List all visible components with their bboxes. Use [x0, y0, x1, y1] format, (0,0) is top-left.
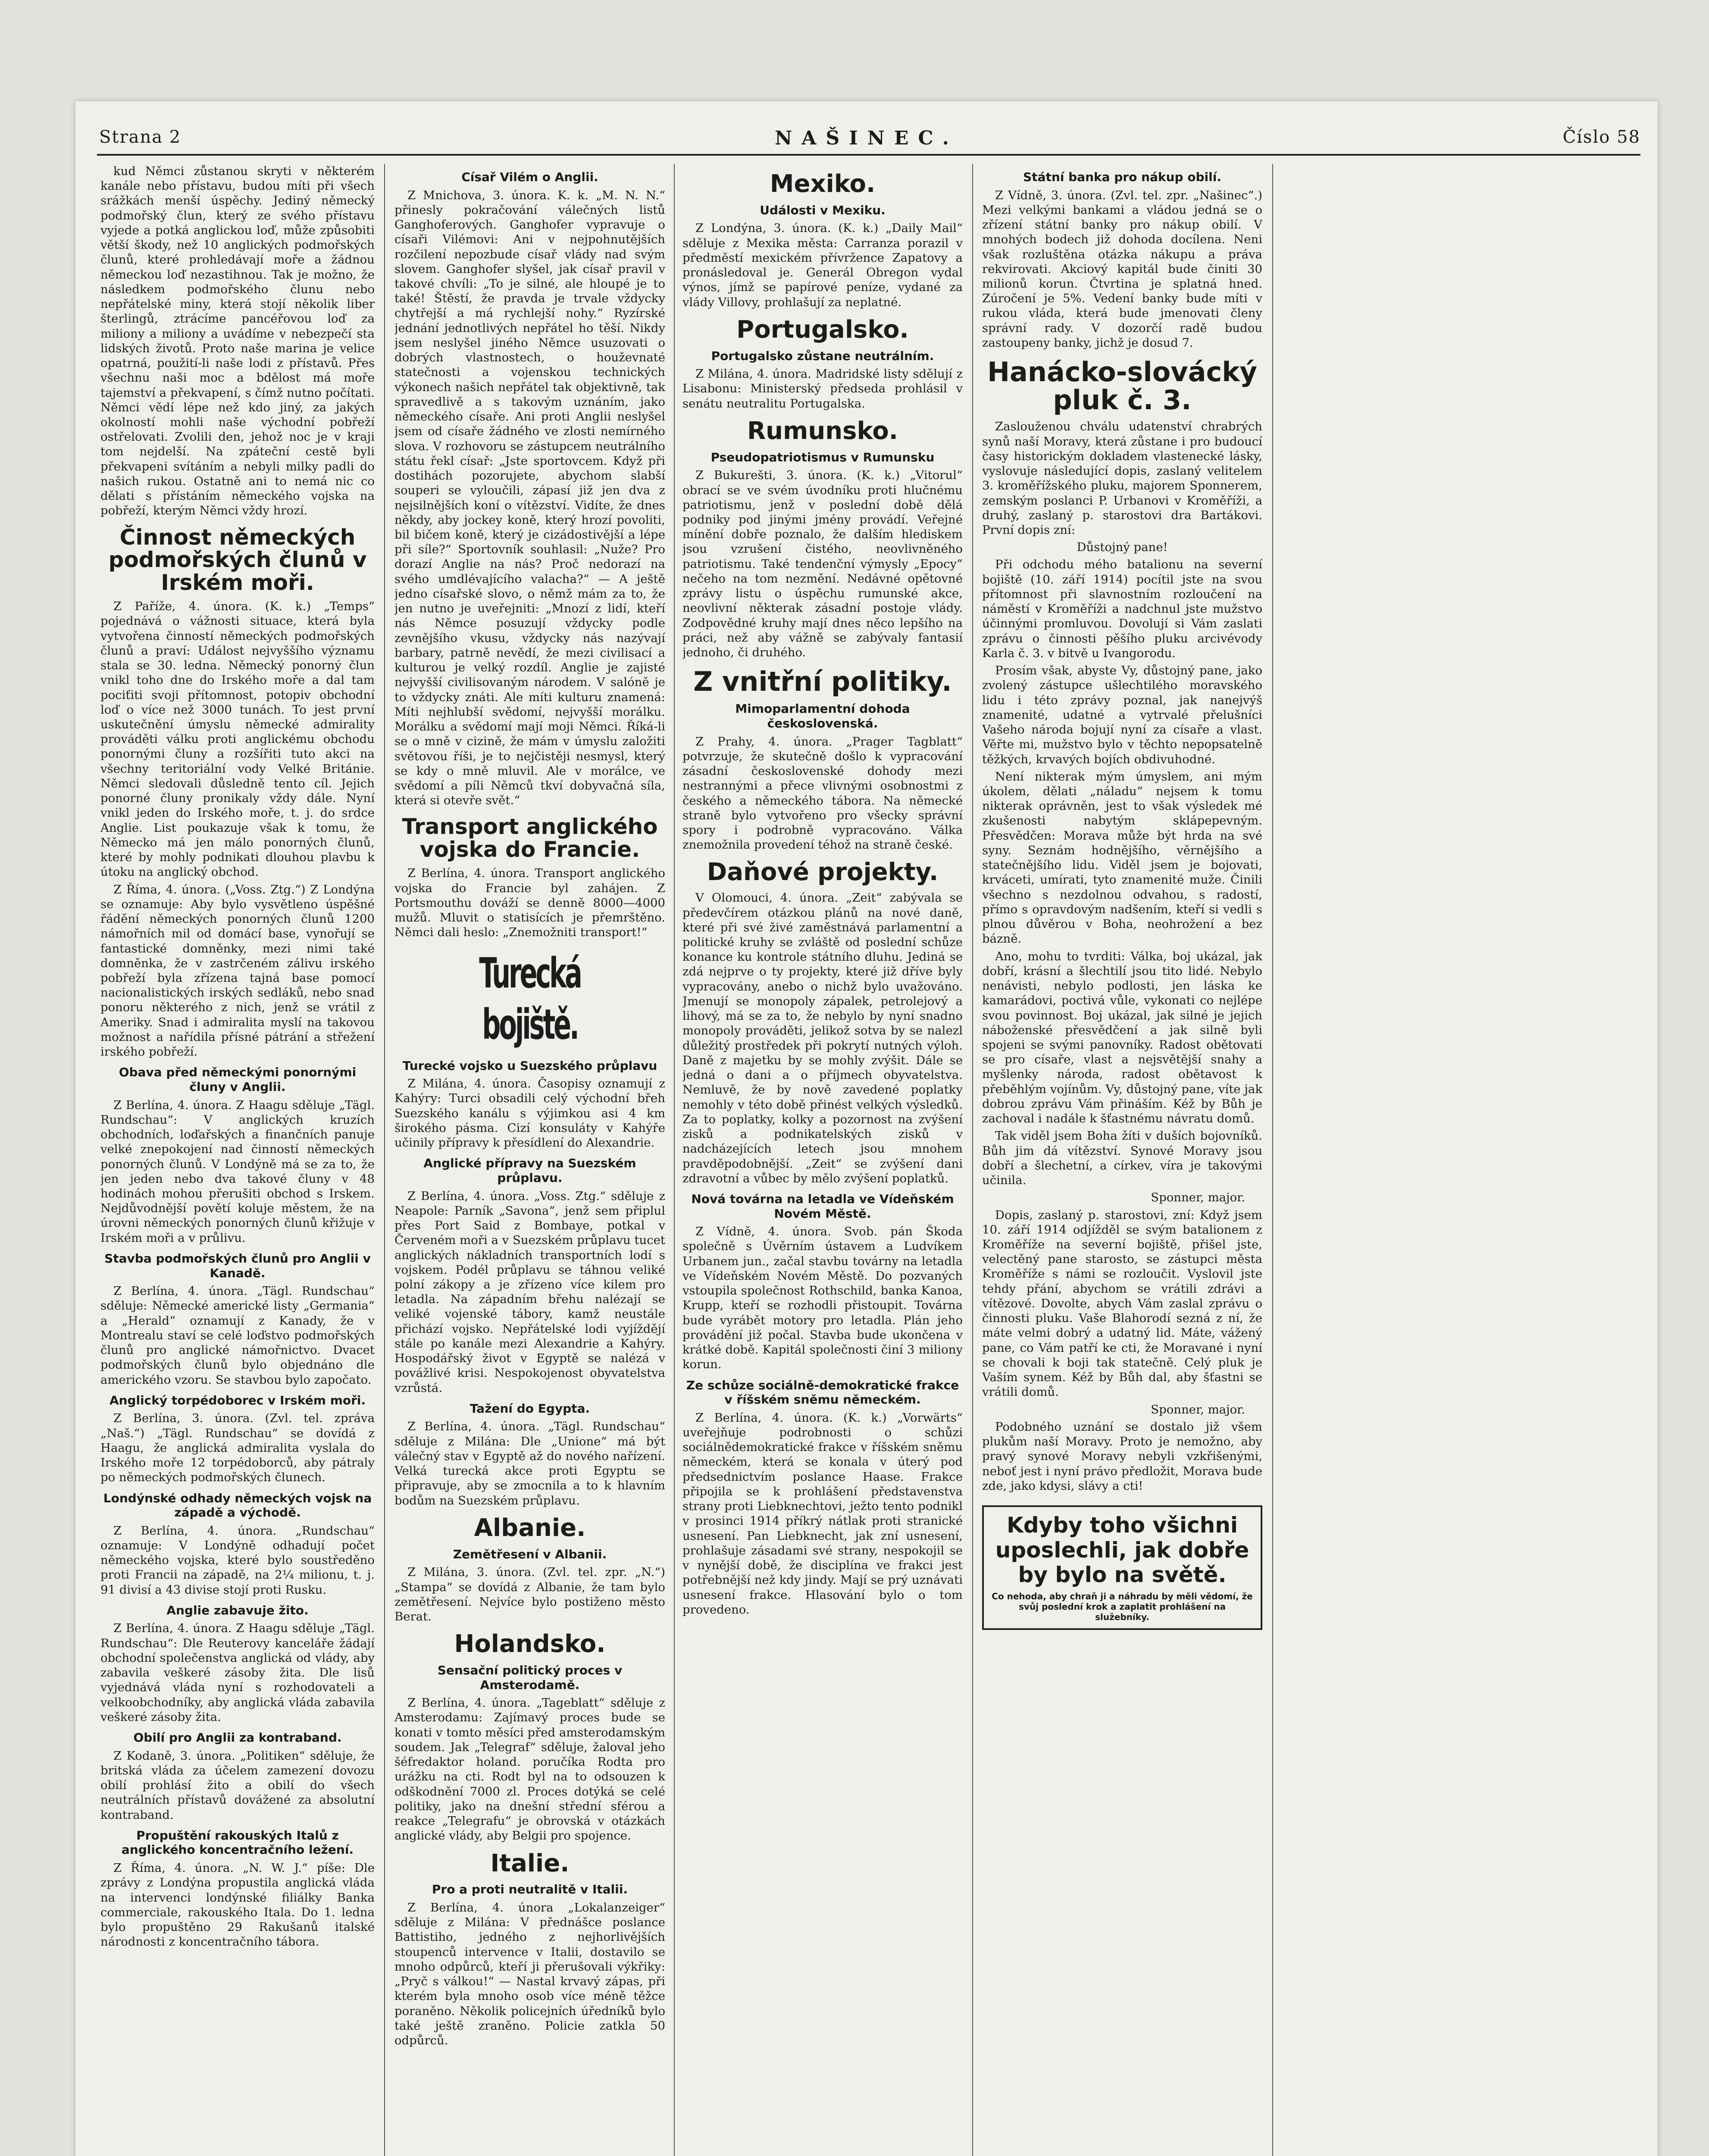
- article-text: Prosím však, abyste Vy, důstojný pane, jako zvolený zástupce ušlechtilého moravského lidu i této zprávy poznal, jak nanejvýš znamenité, udatné a vytrvalé přelušníci Vašeho národa bojují nyní za císaře a vlast. Věřte mi, mužstvo bylo v těchto nepopsatelně těžkých, krvavých bojích obdivuhodné.: [982, 664, 1262, 766]
- article-text: Z Berlína, 4. února. „Voss. Ztg.“ sděluje z Neapole: Parník „Savona“, jenž sem připlul přes Port Said z Bombaye, potkal v Červeném moři a v Suezském průplavu tucet anglických nákladních transportních lodí s vojskem. Podél průplavu se táhnou veliké polní zákopy a je zřízeno více kilem pro letadla. Na západním břehu nalézají se veliké vojenské tábory, kamž neustále přichází vojsko. Nepřátelské lodi vyjíždějí stále po kanále mezi Alexandrie a Kahýry. Hospodářský život v Egyptě se nalézá v povážlivé krisi. Nespokojenost obyvatelstva vzrůstá.: [394, 1189, 665, 1395]
- article-text: Z Mnichova, 3. února. K. k. „M. N. N.“ přinesly pokračování válečných listů Ganghoferových. Ganghofer vypravuje o císaři Vilémovi: Ani v nejpohnutějších rozčilení nepozbude císař vlády nad svým slovem. Ganghofer slyšel, jak císař pravil v takové chvíli: „To je silné, ale hloupé je to také! Štěstí, že pravda je trvale vždycky chytřejší a má rychlejší nohy.“ Ryzírské jednání jednotlivých nepřátel ho těší. Nikdy jsem neslyšel jiného Němce usuzovati o dobrých vlastnostech, o houževnaté statečnosti a vojenskou technických výkonech našich nepřátel tak objektivně, tak spravedlivě a s takovým uznáním, jako německého císaře. Ani proti Anglii neslyšel jsem od císaře žádného ve zlosti nemírného slova. V rozhovoru se zástupcem neutrálního státu řekl císař: „Jste sportovcem. Když při dostihách pozorujete, abychom slabší souperi se vyloučili, zápasí již jen dva z nejsilnějších koní o vítězství. Vidíte, že dnes někdy, aby jockey koně, který hrozí povoliti, bil bičem koně, který je cizádostivější a lépe při síle?“ Sportovník souhlasil: „Nuže? Pro dorazí Anglie na nás? Proč nedorazí na svého umdlévajícího valacha?“ — A ještě jedno císařské slovo, o němž mám za to, že jen nutno je uveřejniti: „Mnozí z lidí, kteří nás Němce posuzují vždycky podle zevnějšího vkusu, vždycky nás nazývají barbary, patrně nevědí, že mezi civilisací a kulturou je velký rozdíl. Anglie je zajisté nejvyšší civilisovaným národem. V salóně je to vždycky znáti. Ale míti kulturu znamená: Míti nejhlubší svědomí, nejvyšší morálku. Morálku a svědomí mají moji Němci. Říká-li se o mně v cizině, že mám v úmyslu založiti světovou říši, je to nejčistěji nesmysl, který se kdy o mně mluvil. Ale v morálce, ve svědomí a píli Němců tkví dobyvačná síla, která si otevře svět.“: [394, 188, 665, 808]
- subheading-cisar: Císař Vilém o Anglii.: [461, 170, 598, 184]
- subheading-anglicky: Anglický torpédoborec v Irském moři.: [109, 1393, 366, 1407]
- issue-label: Číslo 58: [1562, 127, 1640, 147]
- subheading-turecke: Turecké vojsko u Suezského průplavu: [402, 1058, 657, 1073]
- headline-pluk: Hanácko-slovácký pluk č. 3.: [987, 356, 1257, 416]
- article-text: Z Berlína, 4. února. (K. k.) „Vorwärts“ uveřejňuje podrobnosti o schůzi sociálnědemokratické frakce v říšském sněmu německém, která se konala v úterý pod předsednictvím poslance Haase. Frakce připojila se k prohlášení představenstva strany proti Liebknechtovi, ježto tento podnikl v prosinci 1914 příkrý nátlak proti stranické usnesení. Pan Liebknecht, jak zní usnesení, prohlašuje zásadami své strany, nespokojil se v nynější době, že disciplína ve frakci jest potřebnější než kdy jindy. Mají se prý uznávati usnesení frakce. Hlasování bylo o tom provedeno.: [682, 1410, 963, 1617]
- article-text: Z Berlína, 4. února. „Tägl. Rundschau“ sděluje: Německé americké listy „Germania“ a „Herald“ oznamují z Kanady, že v Montrealu staví se celé loďstvo podmořských člunů pro anglické námořnictvo. Dvacet podmořských člunů bylo objednáno dle amerického vzoru. Se stavbou bylo započato.: [100, 1284, 375, 1387]
- subheading-udalosti: Události v Mexiku.: [760, 203, 886, 217]
- headline-rumunsko: Rumunsko.: [747, 417, 898, 445]
- article-text: kud Němci zůstanou skryti v některém kanále nebo přístavu, budou míti při všech srážkách menší úspěchy. Jediný německý podmořský člun, který ze svého přístavu vyjede a potká anglickou loď, může způsobiti větší škody, než 10 anglických podmořských člunů, které prohledávají moře a žádnou německou loď nezastihnou. Tak je možno, že následkem podmořského člunu nebo nepřátelské miny, která stojí několik liber šterlingů, ztrácíme pancéřovou loď za miliony a miliony a uvádíme v nebezpečí sta lidských životů. Proto naše marina je velice opatrná, použití-li naše lodi z přístavů. Přes všechnu naši moc a bdělost má moře tajemství a překvapení, s čímž nutno počítati. Němci vědí lépe než kdo jiný, za jakých okolností mohli naše východní pobřeží ostřelovati. Zvolili den, jehož noc je v kraji tom nejdelší. Na zpáteční cestě byli překvapeni svítáním a nebyli milky padli do našich rukou. Ostatně ani to nemá nic co dělati s přístáním německého vojska na pobřeží, kterým Němci vždy hrozí.: [100, 164, 375, 518]
- page-label: Strana 2: [99, 127, 182, 147]
- article-text: Ano, mohu to tvrditi: Válka, boj ukázal, jak dobří, krásní a šlechtilí jsou tito lidé. Nebylo nenávisti, nebylo podlosti, jen láska ke kamarádovi, poctivá vůle, vykonati co nejlépe svou povinnost. Boj ukázal, jak silné je jejich náboženské přesvědčení a jak silně byli spojeni se svými panovníky. Radost obětovati se pro císaře, vlast a nejsvětější snahy a myšlenky národa, radost obětavost k přeběhlým vojínům. Vy, důstojný pane, víte jak dobrou zprávu Vám přináším. Kéž by Bůh je zachoval i nadále k šťastnému návratu domů.: [982, 949, 1262, 1126]
- article-text: Podobného uznání se dostalo již všem plukům naší Moravy. Proto je nemožno, aby pravý synové Moravy nebyli vzkřišenými, neboť jest i nyní právo předložit, Morava bude zde, jako kdysi, slávy a cti!: [982, 1420, 1262, 1493]
- article-text: Z Berlína, 4. února. „Tägl. Rundschau“ sděluje z Milána: Dle „Unione“ má být válečný stav v Egyptě až do nového nařízení. Velká turecká akce proti Egyptu se připravuje, aby se zmocnila a to k hlavním bodům na Suezském průplavu.: [394, 1420, 665, 1507]
- subheading-statni-banka: Státní banka pro nákup obilí.: [1023, 170, 1221, 184]
- advert-headline: Kdyby toho všichni uposlechli, jak dobře by bylo na světě.: [995, 1513, 1249, 1587]
- article-text: Z Berlína, 4. února. „Tageblatt“ sděluje z Amsterodamu: Zajímavý proces bude se konati v tomto měsíci před amsterodamským soudem. Jak „Telegraf“ sděluje, žaloval jeho šéfredaktor holand. poručíka Rodta pro urážku na cti. Rodt byl na to odsouzen k odškodnění 7000 zl. Proces dotýká se celé politiky, jako na dnešní střední sférou a reakce „Telegrafu“ je obrovská v otázkách anglické vlády, aby Belgii pro spojence.: [394, 1696, 665, 1843]
- subheading-pripravy: Anglické přípravy na Suezském průplavu.: [423, 1156, 636, 1185]
- column-2: [394, 164, 665, 2156]
- article-text: Tak viděl jsem Boha žíti v duších bojovníků. Bůh jim dá vítězství. Synové Moravy jsou dobří a šlechetní, a církev, víra je takovými učinila.: [982, 1129, 1262, 1188]
- column-divider: [972, 164, 973, 2156]
- article-text: Z Berlína, 4. února. Z Haagu sděluje „Tägl. Rundschau“: V anglických kruzích obchodních, loďařských a finančních panuje velké znepokojení nad činností německých ponorných člunů. V Londýně má se za to, že jen jeden nebo dva takové čluny v 48 hodinách mohou přerušiti obchod s Irskem. Nejdůvodnější povětí koluje městem, že na úrovni německých ponorných člunů křižuje v Irském moři a v průlivu.: [100, 1098, 375, 1245]
- article-text: Při odchodu mého batalionu na severní bojiště (10. září 1914) pocítil jste na svou přítomnost při slavnostním rozloučení na náměstí v Kroměříži a nadchnul jste mužstvo účinnými promluvou. Dovolují si Vám zaslati zprávu o činnosti pěšího pluku arcivévody Karla č. 3. v bitvě u Ivangorodu.: [982, 558, 1262, 660]
- article-text: Není nikterak mým úmyslem, ani mým úkolem, dělati „náladu“ nejsem k tomu nikterak oprávněn, jest to však výsledek mé zkušenosti nabytým sklápepevným. Přesvědčen: Morava může být hrda na své syny. Seznám hodnějšího, věrnějšího a statečnějšího lidu. Viděl jsem je bojovati, krváceti, umírati, tyto znamenité muže. Činili všechno s nezdolnou odvahou, s radostí, přímo s opravdovým nadšením, kteří si vedli s plnou důvěrou v Boha, neohrožení a bez bázně.: [982, 769, 1262, 946]
- subheading-londynske: Londýnské odhady německých vojsk na západě a východě.: [103, 1491, 372, 1520]
- article-text: Z Berlína, 3. února. (Zvl. tel. zpráva „Naš.“) „Tägl. Rundschau“ se dovídá z Haagu, že anglická admiralita vyslala do Irského moře 12 torpédoborců, aby pátraly po německých podmořských člunech.: [100, 1411, 375, 1485]
- article-text: Z Říma, 4. února. („Voss. Ztg.“) Z Londýna se oznamuje: Aby bylo vysvětleno úspěšné řádění německých ponorných člunů 1200 námořních mil od domácí base, vynořují se fantastické domněnky, mezi nimi také domněnka, že v zastrčeném zálivu irského pobřeží byla zřízena tajná base pomocí nacionalistických irských sedláků, nebo snad ponoru některého z nich, jenž se vrátil z Ameriky. Snad i admiralita myslí na takovou možnost a nařídila přísné pátrání a střežení irského pobřeží.: [100, 882, 375, 1059]
- article-text: Zaslouženou chválu udatenství chrabrých synů naší Moravy, která zůstane i pro budoucí časy historickým dokladem vlastenecké lásky, vyslovuje následující dopis, zaslaný velitelem 3. kroměřížského pluku, majorem Sponnerem, zemským poslanci P. Urbanovi v Kroměříži, a druhý, zaslaný p. starostovi dra Bartákovi. První dopis zní:: [982, 420, 1262, 537]
- subheading-pseudo: Pseudopatriotismus v Rumunsku: [711, 450, 935, 464]
- column-4: [982, 164, 1262, 2156]
- signature: Sponner, major.: [1151, 1191, 1245, 1205]
- headline-turecka-bojiste: Turecká bojiště.: [479, 949, 581, 1049]
- headline-cinnost: Činnost německých podmořských člunů v Irském moři.: [108, 524, 367, 595]
- headline-vnitrni-politika: Z vnitřní politiky.: [693, 666, 952, 698]
- subheading-zabavuje: Anglie zabavuje žito.: [166, 1603, 309, 1617]
- subheading-mimoparl: Mimoparlamentní dohoda československá.: [735, 702, 910, 731]
- headline-italie: Italie.: [490, 1849, 570, 1877]
- subheading-neutralnim: Portugalsko zůstane neutrálním.: [711, 348, 934, 363]
- subheading-obili: Obilí pro Anglii za kontraband.: [133, 1730, 342, 1745]
- headline-transport: Transport anglického vojska do Francie.: [402, 814, 658, 862]
- article-text: Z Berlína, 4. února. Z Haagu sděluje „Tägl. Rundschau“: Dle Reuterovy kanceláře žádají obchodní společenstva anglická od vlády, aby zabavila veškeré zásoby žita. Dle lisů vyjednává vláda nyní s rozhodovateli a velkoobchodníky, aby anglická vláda zabavila veškeré zásoby žita.: [100, 1621, 375, 1724]
- article-text: Z Prahy, 4. února. „Prager Tagblatt“ potvrzuje, že skutečně došlo k vypracování zásadní československé dohody mezi nestrannými a přece vlivnými osobnostmi z českého a německého tábora. Na německé straně bylo vytvořeno pro všecky správní spory i podrobně vypracováno. Válka znemožnila provedení téhož na straně české.: [682, 734, 963, 852]
- headline-mexiko: Mexiko.: [770, 170, 876, 198]
- subheading-tazeni: Tažení do Egypta.: [470, 1401, 590, 1416]
- column-divider: [1272, 164, 1273, 2156]
- article-text: Z Milána, 3. února. (Zvl. tel. zpr. „N.“) „Stampa“ se dovídá z Albanie, že tam bylo zemětřesení. Nejvíce bylo postiženo město Berat.: [394, 1565, 665, 1623]
- article-text: Z Berlína, 4. února. Transport anglického vojska do Francie byl zahájen. Z Portsmouthu dováží se denně 8000—4000 mužů. Mluvit o statisících je přemrštěno. Němci dali heslo: „Znemožniti transport!“: [394, 866, 665, 940]
- article-text: Z Bukurešti, 3. února. (K. k.) „Vitorul“ obrací se ve svém úvodníku proti hlučnému patriotismu, jenž v poslední době dělá podniky pod jinými jmény provádí. Veřejné mínění dobře poznalo, že dalším hlediskem jsou vzrušení čistého, neovlivněného patriotismu. Také tendenční výmysly „Epocy“ nečeho na tom nezmění. Nedávné opětovné zprávy listu o úspěchu rumunské akce, neovlivní některak zásadní postoje vlády. Zodpovědné kruhy mají dnes něco lepšího na práci, než aby vážně se zabývaly fantasií jednoho, či druhého.: [682, 468, 963, 660]
- headline-holandsko: Holandsko.: [454, 1630, 606, 1658]
- column-1: [100, 164, 375, 2156]
- subheading-tovarna: Nová továrna na letadla ve Vídeňském Novém Městě.: [691, 1191, 954, 1221]
- headline-danove: Daňové projekty.: [707, 858, 939, 887]
- header-rule: [97, 154, 1640, 156]
- subheading-zemetreseni: Zemětřesení v Albanii.: [453, 1547, 607, 1561]
- subheading-obava: Obava před německými ponornými čluny v Anglii.: [119, 1065, 357, 1094]
- article-text: Z Říma, 4. února. „N. W. J.“ píše: Dle zprávy z Londýna propustila anglická vláda na intervenci londýnské filiálky Banka commerciale, rakouského Itala. Do 1. ledna bylo propuštěno 29 Rakušanů italské národnosti z koncentračního tábora.: [100, 1861, 375, 1949]
- subheading-pro-proti: Pro a proti neutralitě v Italii.: [432, 1882, 628, 1897]
- advert-box: [982, 1505, 1262, 1630]
- masthead: NAŠINEC.: [774, 127, 959, 149]
- article-text: Z Londýna, 3. února. (K. k.) „Daily Mail“ sděluje z Mexika města: Carranza porazil v předměstí mexickém přívržence Zapatovy a pronásledoval je. Generál Obregon vydal výnos, jímž se papírové peníze, vydané za vlády Villovy, prohlašují za neplatné.: [682, 221, 963, 309]
- newspaper-page: [75, 101, 1658, 2156]
- column-divider: [674, 164, 675, 2156]
- article-text: Z Berlína, 4. února. „Rundschau“ oznamuje: V Londýně odhadují počet německého vojska, které bylo soustředěno proti Francii na západě, na 2¼ milionu, t. j. 91 divisí a 43 divise stojí proti Rusku.: [100, 1523, 375, 1597]
- column-divider: [384, 164, 385, 2156]
- advert-subline: Co nehoda, aby chraň ji a náhradu by měli vědomí, že svůj poslední krok a zaplatit prohlášení na služebníky.: [992, 1591, 1253, 1622]
- subheading-schuze: Ze schůze sociálně-demokratické frakce v říšském sněmu německém.: [686, 1378, 959, 1407]
- article-text: Z Vídně, 3. února. (Zvl. tel. zpr. „Našinec“.) Mezi velkými bankami a vládou jedná se o zřízení státní banky pro nákup obilí. V mnohých bodech již dohoda docílena. Neni však rozluštěna otázka nákupu a práva rekvirovati. Akciový kapitál bude činiti 30 milionů korun. Čtvrtina je splatná hned. Zúročení je 5%. Vedení banky bude míti v rukou vláda, která bude jmenovati členy správní rady. V dozorčí radě budou zastoupeny banky, jichž je dosud 7.: [982, 188, 1262, 350]
- column-3: [682, 164, 963, 2156]
- signature: Sponner, major.: [1151, 1402, 1245, 1416]
- headline-portugalsko: Portugalsko.: [736, 315, 909, 344]
- article-text: Z Berlína, 4. února „Lokalanzeiger“ sděluje z Milána: V přednášce poslance Battistiho, jedného z nejhorlivějších stoupenců intervence v Italii, dostavilo se mnoho odpůrců, kteří ji přerušovali výkřiky: „Pryč s válkou!“ — Nastal krvavý zápas, při kterém byla mnoho osob více méně těžce poraněno. Několik policejních úředníků bylo také ještě zraněno. Policie zatkla 50 odpůrců.: [394, 1900, 665, 2048]
- subheading-sensacni: Sensační politický proces v Amsterodamě.: [437, 1663, 623, 1692]
- article-text: Z Vídně, 4. února. Svob. pán Škoda společně s Úvěrním ústavem a Ludvíkem Urbanem jun., začal stavbu továrny na letadla ve Vídeňském Novém Městě. Do pozvaných vstoupila společnost Rothschild, banka Kanoa, Krupp, kteří se rozhodli přistoupit. Továrna bude vyrábět motory pro letadla. Plán jeho provádění již počal. Stavba bude ukončena v krátké době. Kapitál společnosti činí 3 miliony korun.: [682, 1225, 963, 1372]
- article-text: Z Paříže, 4. února. (K. k.) „Temps“ pojednává o vážnosti situace, která byla vytvořena činností německých podmořských člunů a praví: Událost nejvyššího významu stala se 30. ledna. Německý ponorný člun vnikl toho dne do Irského moře a dal tam pociťiti svoji přítomnost, potopiv obchodní loď o více než 3000 tunách. To jest první uskutečnění úmyslu německé admirality prováděti válku proti anglickému obchodu ponornými čluny a rozšířiti tuto akci na všechny teritoriální vody Velké Británie. Němci sledovali důsledně tento cíl. Jejich ponorné čluny pronikaly vždy dále. Nyní vnikl jeden do Irského moře, t. j. do srdce Anglie. List poukazuje však k tomu, že Německo má jen málo ponorných člunů, které by mohly podnikati dlouhou plavbu k útoku na anglický obchod.: [100, 599, 375, 879]
- subheading-propusteni: Propuštění rakouských Italů z anglického koncentračního ležení.: [121, 1828, 354, 1857]
- article-text: Z Milána, 4. února. Časopisy oznamují z Kahýry: Turci obsadili celý východní břeh Suezského kanálu s výjimkou asi 4 km širokého pásma. Cizí konsuláty v Kahýře učinily přípravy k přesídlení do Alexandrie.: [394, 1077, 665, 1150]
- article-text: Z Kodaně, 3. února. „Politiken“ sděluje, že britská vláda za účelem zamezení dovozu obilí prohlásí žito a obilí do všech neutrálních přístavů dovážené za absolutní kontraband.: [100, 1749, 375, 1822]
- subheading-stavba: Stavba podmořských člunů pro Anglii v Kanadě.: [104, 1251, 371, 1280]
- article-text: Z Milána, 4. února. Madridské listy sdělují z Lisabonu: Ministerský předseda prohlásil v senátu neutralitu Portugalska.: [682, 367, 963, 411]
- article-text: V Olomouci, 4. února. „Zeit“ zabývala se předevčírem otázkou plánů na nové daně, které při své živé zaměstnává parlamentní a politické kruhy se zvláště od poslední schůze konance ku kontrole státního dluhu. Jediná se zdá nejprve o ty projekty, které již dříve byly vypracovány, anebo o nichž bylo uvažováno. Jmenují se monopoly zápalek, petrolejový a lihový, má se za to, že nebylo by nyní snadno monopoly prováděti, jelikož sotva by se nalezl důležitý prostředek při pokrytí nutných výloh. Daně z majetku by se mohly zvýšit. Dále se jedná o dani a o příjmech obyvatelstva. Nemluvě, že by nově zavedené poplatky nemohly v této době přinést velkých výsledků. Za to poplatky, kolky a pozornost na zvýšení zisků a podnikatelských zisků v nadcházejících letech jsou mnohem pravděpodobnější. „Zeit“ se zvýšení dani zdravotní a vůbec by mělo zvýšení poplatků.: [682, 891, 963, 1185]
- salutation: Důstojný pane!: [1077, 540, 1168, 555]
- headline-albanie: Albanie.: [474, 1514, 586, 1542]
- article-text: Dopis, zaslaný p. starostovi, zní: Když jsem 10. září 1914 odjížděl se svým batalionem z Kroměříže na severní bojiště, přišel jste, velectěný pane starosto, se zástupci města Kroměříže s námi se rozloučit. Vyslovil jste tehdy přání, abychom se vrátili zdrávi a vítězové. Dovolte, abych Vám zaslal zprávu o činnosti pluku. Vaše Blahorodí sezná z ní, že máte velmi dobrý a udatný lid. Máte, vážený pane, co Vám patří ke cti, že Moravané i nyní se chovali k boji tak statečně. Celý pluk je Vaším synem. Kéž by Bůh dal, aby šťastni se vrátili domů.: [982, 1208, 1262, 1399]
